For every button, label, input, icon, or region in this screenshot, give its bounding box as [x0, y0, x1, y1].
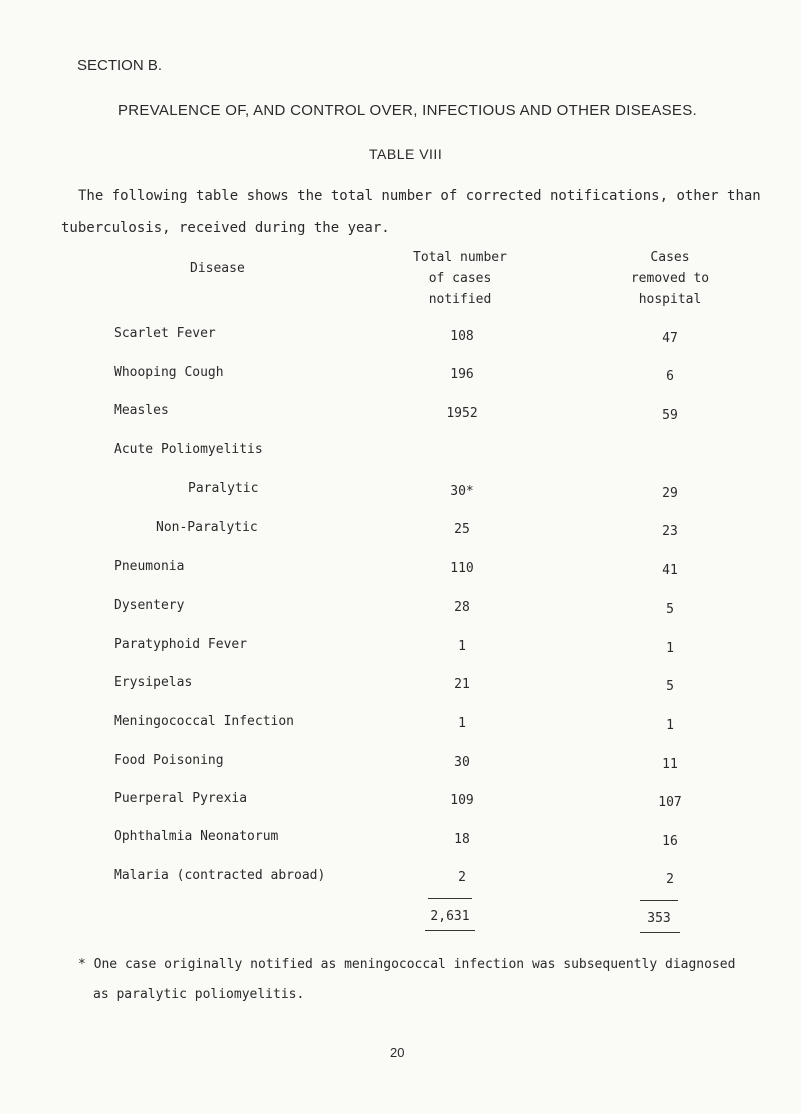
column-header-cases-line: removed to: [630, 271, 710, 286]
row-disease: Non-Paralytic: [156, 520, 258, 535]
row-total: 2: [458, 870, 466, 885]
row-disease: Scarlet Fever: [114, 326, 216, 341]
column-header-total-line: notified: [428, 292, 492, 307]
table-title: TABLE VIII: [369, 146, 443, 162]
column-header-disease: Disease: [190, 261, 245, 276]
row-total: 25: [454, 522, 470, 537]
column-header-total-line: of cases: [428, 271, 492, 286]
row-total: 18: [454, 832, 470, 847]
cases-total: 353: [647, 911, 671, 926]
column-header-cases-line: hospital: [638, 292, 702, 307]
intro-paragraph: [61, 180, 778, 244]
row-total: 109: [450, 793, 474, 808]
row-total: 28: [454, 600, 470, 615]
row-total: 1: [458, 716, 466, 731]
page-heading: PREVALENCE OF, AND CONTROL OVER, INFECTIOUS AND OTHER DISEASES.: [118, 102, 698, 119]
cases-rule-top: [640, 900, 678, 901]
intro-line-2: tuberculosis, received during the year.: [61, 220, 390, 236]
row-cases: 1: [666, 641, 674, 656]
row-cases: 23: [662, 524, 678, 539]
cases-rule-bottom: [640, 932, 680, 933]
row-disease: Malaria (contracted abroad): [114, 868, 326, 883]
row-total: 1952: [446, 406, 478, 421]
column-header-cases: [620, 247, 720, 310]
row-total: 21: [454, 677, 470, 692]
footnote: [78, 950, 778, 1010]
column-header-total-line: Total number: [413, 250, 507, 265]
row-total: 108: [450, 329, 474, 344]
row-cases: 47: [662, 331, 678, 346]
section-label: SECTION B.: [77, 57, 163, 74]
row-disease: Puerperal Pyrexia: [114, 791, 248, 806]
row-cases: 11: [662, 757, 678, 772]
page-number: 20: [390, 1045, 405, 1060]
column-header-total: [410, 247, 510, 310]
row-disease: Meningococcal Infection: [114, 714, 295, 729]
row-disease: Food Poisoning: [114, 753, 224, 768]
row-cases: 6: [666, 369, 674, 384]
row-cases: 107: [658, 795, 682, 810]
row-disease: Pneumonia: [114, 559, 185, 574]
row-total: 196: [450, 367, 474, 382]
row-cases: 29: [662, 486, 678, 501]
row-cases: 41: [662, 563, 678, 578]
row-cases: 5: [666, 679, 674, 694]
row-cases: 16: [662, 834, 678, 849]
total-rule-top: [428, 898, 472, 899]
row-cases: 59: [662, 408, 678, 423]
row-disease: Whooping Cough: [114, 365, 224, 380]
grand-total: 2,631: [430, 909, 470, 924]
row-total: 30*: [450, 484, 474, 499]
footnote-line-2: as paralytic poliomyelitis.: [93, 987, 305, 1002]
row-total: 110: [450, 561, 474, 576]
row-cases: 1: [666, 718, 674, 733]
row-total: 30: [454, 755, 470, 770]
row-disease: Paralytic: [188, 481, 259, 496]
row-disease: Measles: [114, 403, 169, 418]
footnote-line-1: * One case originally notified as meningococcal infection was subsequently diagnosed: [78, 957, 736, 972]
row-disease: Paratyphoid Fever: [114, 637, 248, 652]
row-cases: 5: [666, 602, 674, 617]
row-disease: Dysentery: [114, 598, 185, 613]
intro-line-1: The following table shows the total number of corrected notifications, other than: [78, 188, 761, 204]
row-disease: Acute Poliomyelitis: [114, 442, 263, 457]
row-cases: 2: [666, 872, 674, 887]
row-disease: Ophthalmia Neonatorum: [114, 829, 279, 844]
column-header-cases-line: Cases: [650, 250, 690, 265]
total-rule-bottom: [425, 930, 475, 931]
row-disease: Erysipelas: [114, 675, 193, 690]
row-total: 1: [458, 639, 466, 654]
